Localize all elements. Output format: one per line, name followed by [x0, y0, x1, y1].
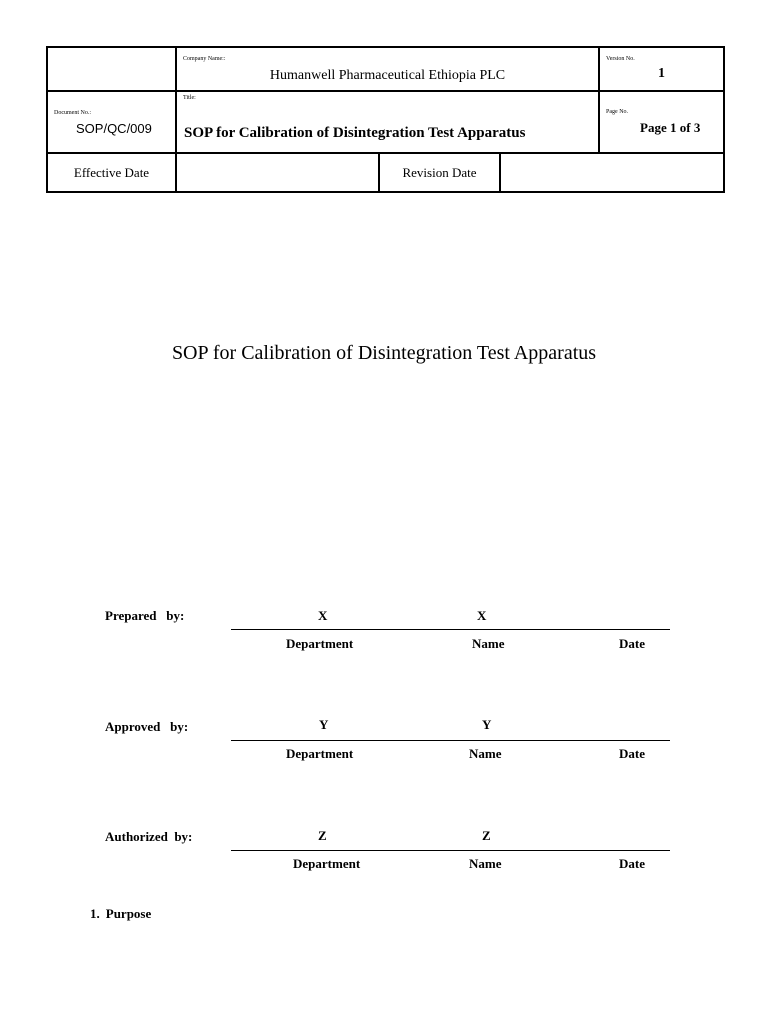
- authorized-by-signature-line: [231, 850, 670, 851]
- logo-cell: [47, 47, 176, 91]
- page-number-label: Page No.: [606, 109, 629, 115]
- title-label: Title:: [183, 95, 196, 101]
- page-title: SOP for Calibration of Disintegration Test Apparatus: [171, 342, 597, 364]
- authorized-date-caption: Date: [619, 856, 645, 871]
- page-number-cell: [599, 91, 724, 153]
- company-name: Humanwell Pharmaceutical Ethiopia PLC: [269, 68, 506, 83]
- company-label: Company Name::: [183, 56, 226, 62]
- effective-date-value: [176, 153, 379, 192]
- authorized-department-caption: Department: [293, 856, 361, 871]
- page-number: Page 1 of 3: [640, 120, 701, 135]
- prepared-by-name: X: [477, 608, 487, 623]
- prepared-date-caption: Date: [619, 636, 645, 651]
- authorized-by-name: Z: [482, 828, 491, 843]
- authorized-name-caption: Name: [469, 856, 502, 871]
- approved-by-label: Approved by:: [105, 719, 189, 734]
- section-title: Purpose: [105, 906, 152, 921]
- prepared-by-signature-line: [231, 629, 670, 630]
- document-title: SOP for Calibration of Disintegration Test Apparatus: [184, 125, 526, 141]
- document-number-label: Document No.:: [54, 110, 91, 116]
- prepared-department-caption: Department: [286, 636, 354, 651]
- version-number: 1: [658, 66, 666, 81]
- document-header-table: [46, 46, 725, 193]
- section-heading-purpose: [90, 906, 151, 922]
- effective-date-label: Effective Date: [47, 153, 176, 192]
- prepared-by-label: Prepared by:: [105, 608, 185, 623]
- company-cell: [176, 47, 599, 91]
- approved-name-caption: Name: [469, 746, 502, 761]
- approved-by-name: Y: [482, 717, 492, 732]
- revision-date-value: [500, 153, 724, 192]
- authorized-by-department: Z: [318, 828, 327, 843]
- version-cell: [599, 47, 724, 91]
- authorized-by-label: Authorized by:: [105, 829, 193, 844]
- document-number: SOP/QC/009: [76, 121, 152, 136]
- revision-date-label: Revision Date: [379, 153, 500, 192]
- prepared-name-caption: Name: [472, 636, 505, 651]
- document-number-cell: [47, 91, 176, 153]
- section-number: 1.: [90, 906, 100, 921]
- approved-by-department: Y: [319, 717, 329, 732]
- approved-date-caption: Date: [619, 746, 645, 761]
- title-cell: [176, 91, 599, 153]
- approved-by-signature-line: [231, 740, 670, 741]
- version-label: Version No.: [606, 56, 635, 62]
- prepared-by-department: X: [318, 608, 328, 623]
- approved-department-caption: Department: [286, 746, 354, 761]
